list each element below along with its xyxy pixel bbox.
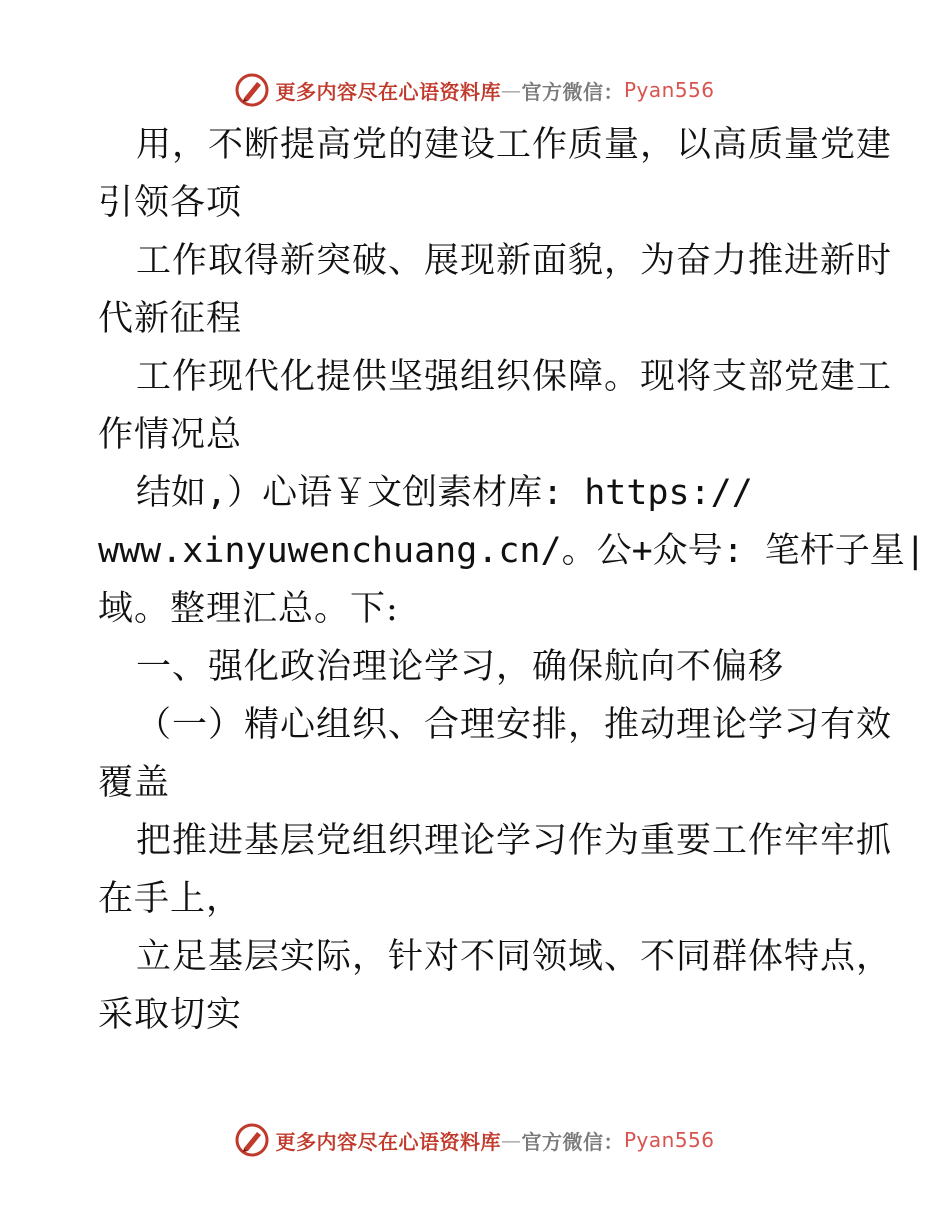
watermark-text xyxy=(275,76,714,105)
text-line: 采取切实 xyxy=(98,995,243,1035)
watermark-main: 更多内容尽在心语资料库 xyxy=(275,1129,501,1154)
document-body xyxy=(98,116,926,1044)
text-line: 立足基层实际，针对不同领域、不同群体特点， xyxy=(136,937,893,977)
text-line: 把推进基层党组织理论学习作为重要工作牢牢抓 xyxy=(136,821,893,861)
text-line: 结如,）心语￥文创素材库: https:// xyxy=(136,473,753,513)
text-line: 域。整理汇总。下: xyxy=(98,589,399,629)
watermark-official: 官方微信： xyxy=(521,79,624,104)
text-line: 引领各项 xyxy=(98,183,243,223)
watermark-text xyxy=(275,1126,714,1155)
watermark-dash: — xyxy=(500,1128,522,1152)
header-watermark xyxy=(0,70,950,110)
text-line: 工作取得新突破、展现新面貌，为奋力推进新时 xyxy=(136,241,893,281)
text-line: 工作现代化提供坚强组织保障。现将支部党建工 xyxy=(136,357,893,397)
watermark-official: 官方微信： xyxy=(521,1129,624,1154)
text-line: 在手上， xyxy=(98,879,243,919)
text-line: 覆盖 xyxy=(98,763,171,803)
subsection-heading: （一）精心组织、合理安排，推动理论学习有效 xyxy=(136,705,893,745)
watermark-id: Pyan556 xyxy=(623,78,715,102)
pen-logo-icon xyxy=(235,1123,269,1157)
text-line: 用，不断提高党的建设工作质量，以高质量党建 xyxy=(136,125,893,165)
watermark-dash: — xyxy=(500,78,522,102)
watermark-main: 更多内容尽在心语资料库 xyxy=(275,79,501,104)
text-line: 作情况总 xyxy=(98,415,243,455)
footer-watermark xyxy=(0,1120,950,1160)
text-line: www.xinyuwenchuang.cn/。公+众号: 笔杆子星| xyxy=(98,531,926,571)
text-line: 代新征程 xyxy=(98,299,243,339)
watermark-id: Pyan556 xyxy=(623,1128,715,1152)
section-heading: 一、强化政治理论学习，确保航向不偏移 xyxy=(136,647,785,687)
pen-logo-icon xyxy=(235,73,269,107)
